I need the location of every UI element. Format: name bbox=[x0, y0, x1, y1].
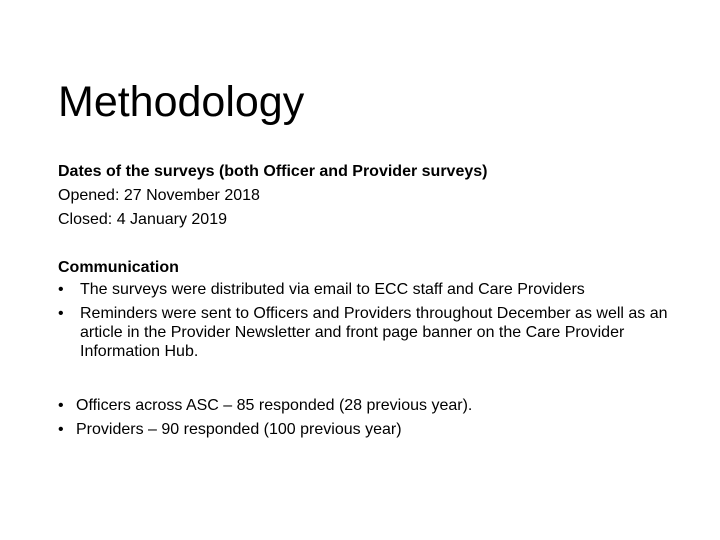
list-item-text: Officers across ASC – 85 responded (28 previous year). bbox=[76, 397, 473, 414]
communication-list bbox=[58, 280, 678, 361]
list-item bbox=[58, 418, 678, 442]
bullet-icon: • bbox=[58, 397, 64, 414]
list-item-text: Reminders were sent to Officers and Providers throughout December as well as an article in the Provider Newsletter and front page banner on the Care Provider Information Hub. bbox=[80, 305, 668, 360]
list-item bbox=[58, 304, 678, 361]
spacer bbox=[58, 366, 678, 394]
spacer bbox=[58, 232, 678, 256]
bullet-icon: • bbox=[58, 421, 64, 438]
list-item bbox=[58, 280, 678, 299]
bullet-icon: • bbox=[58, 305, 64, 322]
list-item-text: Providers – 90 responded (100 previous year) bbox=[76, 421, 402, 438]
closed-date: Closed: 4 January 2019 bbox=[58, 211, 227, 228]
communication-heading: Communication bbox=[58, 259, 179, 276]
responses-list bbox=[58, 394, 678, 442]
dates-heading: Dates of the surveys (both Officer and Provider surveys) bbox=[58, 163, 488, 180]
list-item-text: The surveys were distributed via email to ECC staff and Care Providers bbox=[80, 281, 585, 298]
opened-date: Opened: 27 November 2018 bbox=[58, 187, 260, 204]
bullet-icon: • bbox=[58, 281, 64, 298]
list-item bbox=[58, 394, 678, 418]
slide-title: Methodology bbox=[58, 78, 305, 126]
slide-body bbox=[58, 160, 678, 442]
